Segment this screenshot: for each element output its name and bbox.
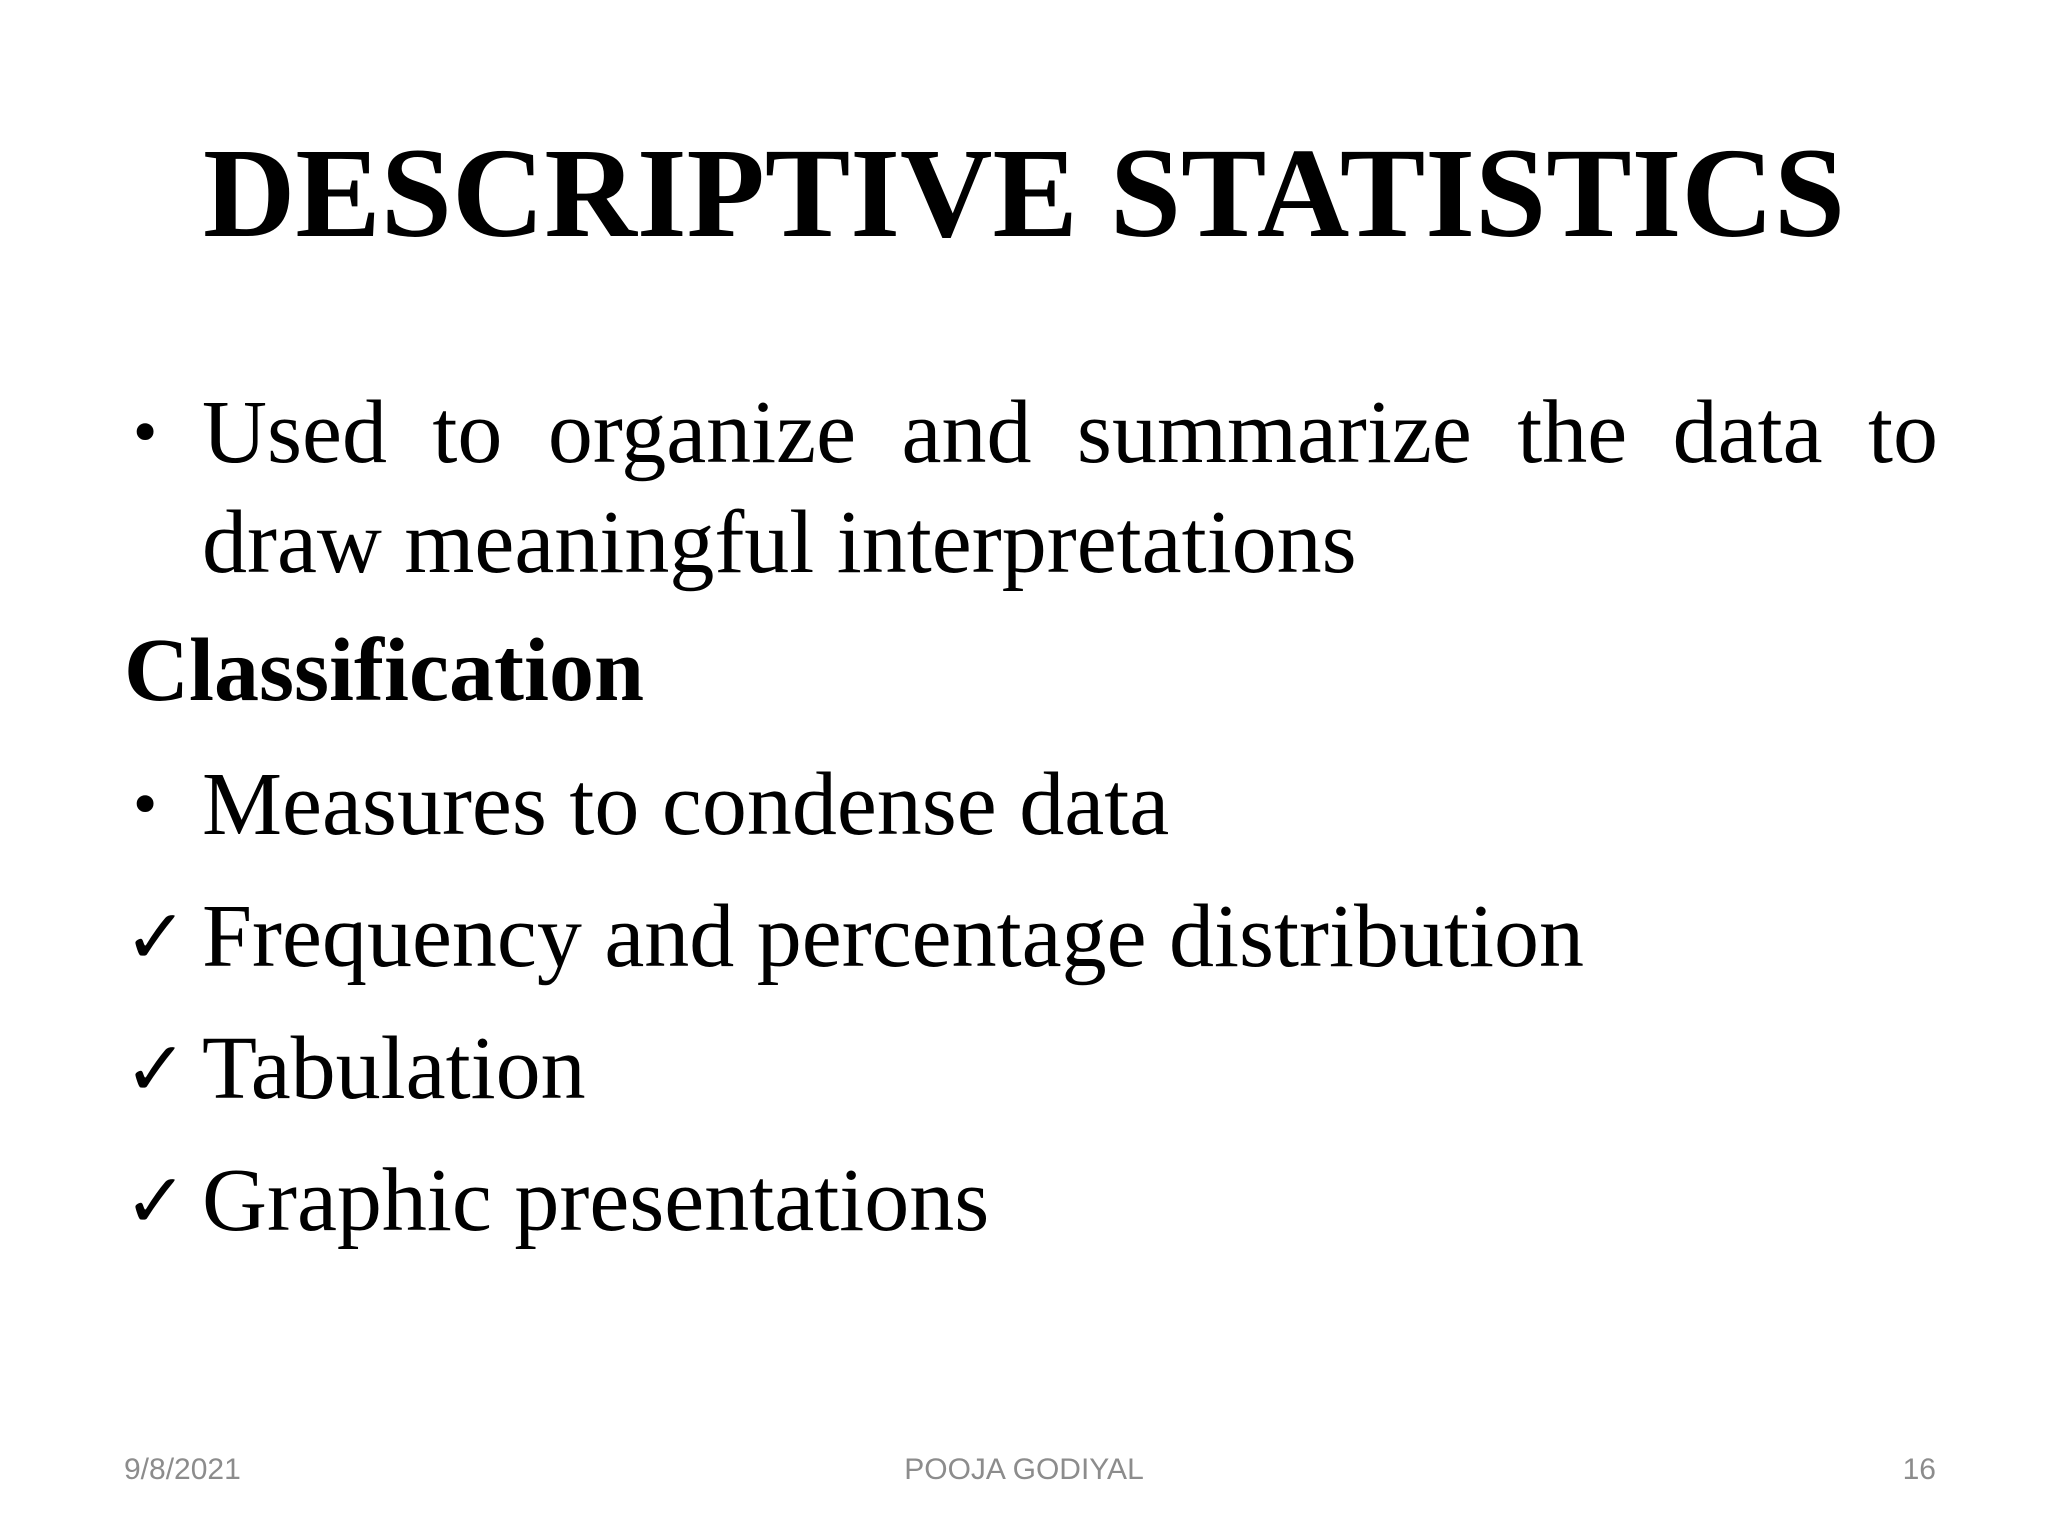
bullet-dot-icon: •	[128, 399, 163, 467]
check-item-text: Frequency and percentage distribution	[202, 887, 1585, 986]
slide-title: DESCRIPTIVE STATISTICS	[202, 122, 1846, 264]
footer-author: POOJA GODIYAL	[904, 1453, 1144, 1486]
footer-page-number: 16	[1902, 1453, 1936, 1486]
check-item-text: Graphic presentations	[202, 1151, 990, 1250]
check-item-text: Tabulation	[202, 1019, 586, 1118]
bullet-dot-icon: •	[128, 771, 163, 839]
footer-date: 9/8/2021	[124, 1453, 241, 1486]
checkmark-icon: ✓	[124, 1156, 188, 1245]
section-heading: Classification	[124, 621, 645, 720]
sub-bullet-text: Measures to condense data	[202, 755, 1170, 854]
checkmark-icon: ✓	[124, 1024, 188, 1113]
checkmark-icon: ✓	[124, 892, 188, 981]
intro-bullet-text: Used to organize and summarize the data to draw meaningful interpretations	[202, 383, 1938, 592]
